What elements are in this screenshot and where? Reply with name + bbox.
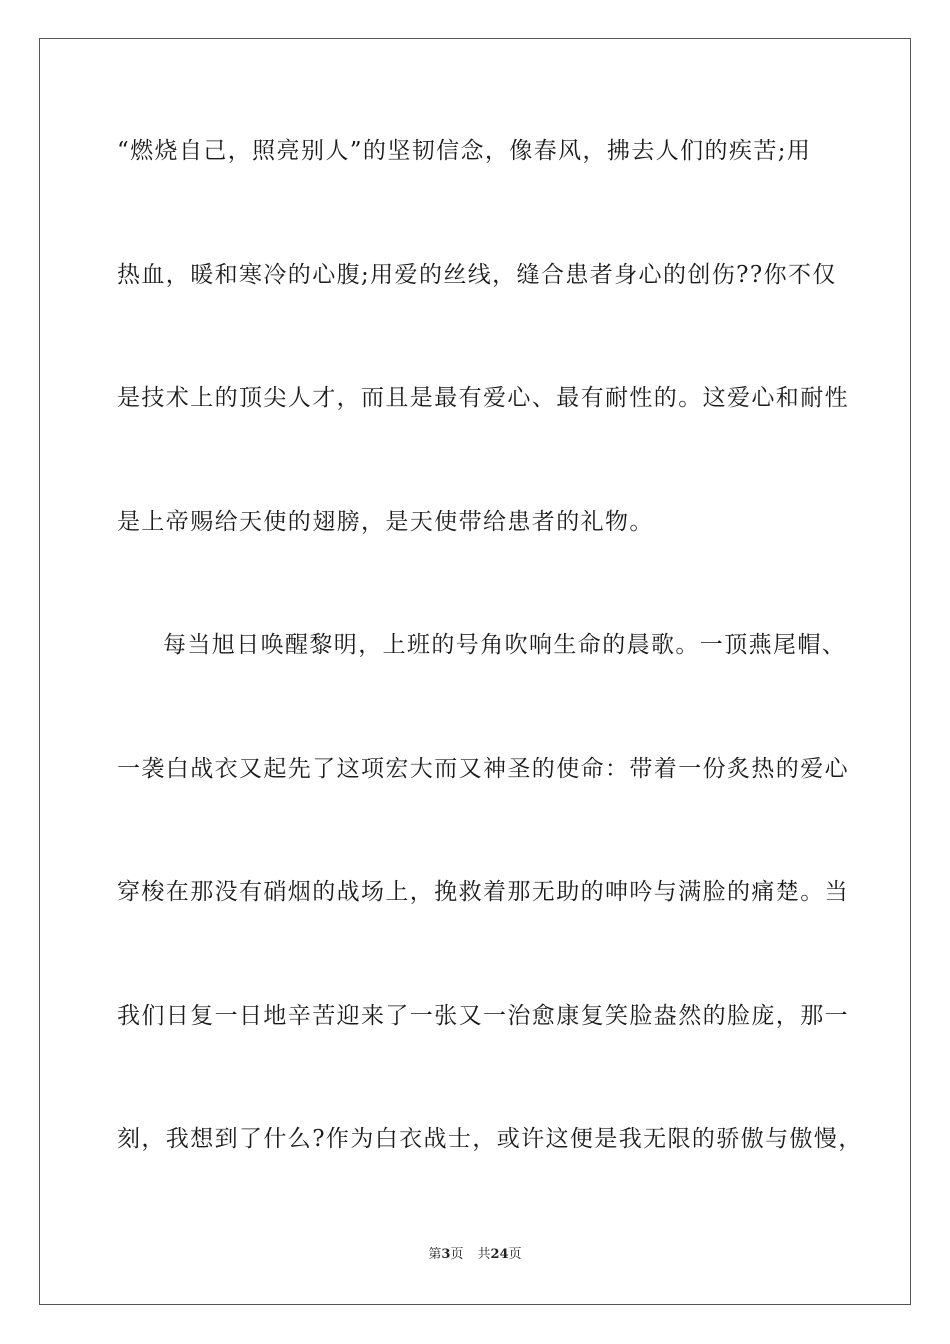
text-line-2: 热血，暖和寒冷的心腹;用爱的丝线，缝合患者身心的创伤??你不仅 <box>117 262 837 288</box>
text-line-5: 每当旭日唤醒黎明，上班的号角吹响生命的晨歌。一顶燕尾帽、 <box>163 632 847 658</box>
total-suffix: 页 <box>508 1247 522 1262</box>
text-line-4: 是上帝赐给天使的翅膀，是天使带给患者的礼物。 <box>117 509 654 535</box>
text-line-7: 穿梭在那没有硝烟的战场上，挽救着那无助的呻吟与满脸的痛楚。当 <box>117 879 849 905</box>
total-pages: 24 <box>490 1247 509 1262</box>
text-line-8: 我们日复一日地辛苦迎来了一张又一治愈康复笑脸盎然的脸庞，那一 <box>117 1003 849 1029</box>
text-line-3: 是技术上的顶尖人才，而且是最有爱心、最有耐性的。这爱心和耐性 <box>117 385 849 411</box>
text-line-6: 一袭白战衣又起先了这项宏大而又神圣的使命：带着一份炙热的爱心 <box>117 756 849 782</box>
text-line-1: “燃烧自己，照亮别人”的坚韧信念，像春风，拂去人们的疾苦;用 <box>117 138 812 164</box>
total-prefix: 共 <box>477 1247 491 1262</box>
text-line-9: 刻，我想到了什么?作为白衣战士，或许这便是我无限的骄傲与傲慢， <box>117 1126 863 1152</box>
page-footer <box>0 1246 950 1264</box>
page-number: 3 <box>441 1247 451 1262</box>
page-prefix: 第 <box>428 1247 442 1262</box>
page-border <box>39 38 911 1305</box>
page-suffix: 页 <box>450 1247 464 1262</box>
